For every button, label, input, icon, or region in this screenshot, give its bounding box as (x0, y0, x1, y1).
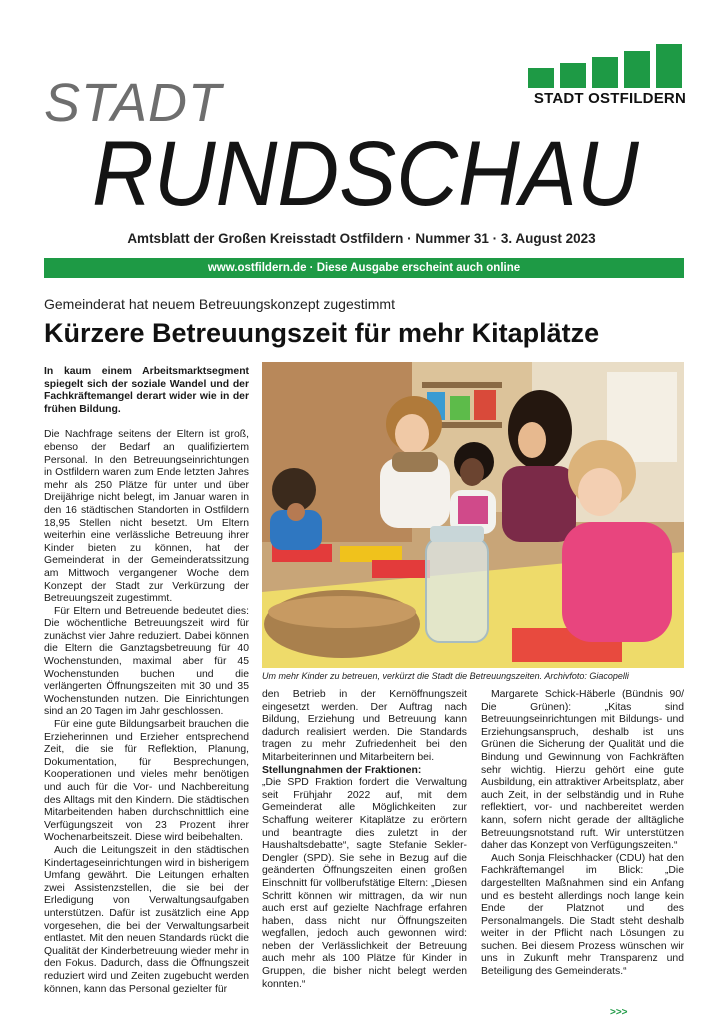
city-logo (528, 40, 684, 88)
paragraph: Für eine gute Bildungsarbeit brauchen die Erzieherinnen und Erzieher entsprechend Zeit, die sie für Reflektion, Planung, Dokumentation, für Besprechungen, Kooperationen und vieles mehr benötigen und auch für die Vor- und Nachbereitung des Alltags mit den Kindern. Die städtischen Mitarbeitenden haben durchschnittlich eine Verfügungszeit von 23 Prozent ihrer Wochenarbeitszeit. Diese wird beibehalten. (44, 719, 249, 844)
paragraph: „Die SPD Fraktion fordert die Verwaltung seit Frühjahr 2022 auf, mit dem Gemeinderat alle Möglichkeiten zur Schaffung weiterer Kitaplätze zu erörtern und beantragte dies zuletzt in der Haushaltsdebatte“, sagte Stefanie Sekler-Dengler (SPD). Sie sehe in Bezug auf die geänderten Öffnungszeiten einen großen Einschnitt für vollberufstätige Eltern: „Diesen Schritt können wir mittragen, da wir nun auch erst auf gezielte Nachfrage erfahren haben, dass nicht nur Öffnungszeiten wegfallen, jedoch auch gewonnen wird: neben der Verlässlichkeit der Betreuung auch mehr als 100 Plätze für Kinder in Gruppen, die bisher nicht belegt werden konnten.“ (262, 777, 467, 990)
column-2 (262, 689, 467, 991)
continue-arrow[interactable]: >>> (610, 1007, 628, 1018)
masthead-subline: Amtsblatt der Großen Kreisstadt Ostfildern · Nummer 31 · 3. August 2023 (127, 231, 596, 246)
article-photo (262, 362, 684, 668)
paragraph: Margarete Schick-Häberle (Bündnis 90/ Die Grünen): „Kitas sind Betreuungseinrichtungen mit Bildungs- und Erziehungsanspruch, deshalb ist uns Grünen die Sicherung der Qualität und die Bindung und Gewinnung von Fachkräften sehr wichtig. Hierzu gehört eine gute Ausbildung, ein attraktiver Arbeitsplatz, aber auch Zeit, in der selbständig und in Ruhe reflektiert, vor- und nachbereitet werden kann, sofern nicht gerade der alltägliche Betreuungsnotstand ruft. Wir unterstützen daher das Konzept von Verfügungszeiten.“ (481, 689, 684, 852)
column-1 (44, 366, 249, 996)
column-3 (481, 689, 684, 979)
masthead-title-main: RUNDSCHAU (92, 123, 639, 225)
website-bar[interactable]: www.ostfildern.de · Diese Ausgabe erscheint auch online (44, 258, 684, 278)
paragraph: Auch die Leitungszeit in den städtischen Kindertageseinrichtungen wird in bisherigem Umfang gewährt. Die Leitungen erhalten zwei Assistenzstellen, die sie bei der Erledigung von Verwaltungsaufgaben unterstützen. Dafür ist zusätzlich eine App vorgesehen, die bei der Verwaltungsarbeit entlastet. Mit den neuen Standards rückt die Qualität der Kinderbetreuung wieder mehr in den Fokus. Dadurch, dass die Öffnungszeit reduziert wird und Zeiten zugebucht werden können, kann das Personal gezielter für (44, 844, 249, 995)
logo-text: STADT OSTFILDERN (533, 90, 686, 107)
paragraph: Die Nachfrage seitens der Eltern ist groß, ebenso der Bedarf an qualifiziertem Personal. In den Betreuungseinrichtungen in Ostfildern waren zum Ende letzten Jahres mehr als 250 Plätze für unter und über Dreijährige nicht belegt, im Januar waren in den 16 städtischen Standorten in Ostfildern 18,95 Stellen nicht besetzt. Um Eltern weiterhin eine verlässliche Betreuung ihrer Kinder bieten zu können, hat der Gemeinderat in der Gemeinderatssitzung am Mittwoch vergangener Woche dem Konzept der Stadt zur Verkürzung der Betreuungszeit zugestimmt. (44, 429, 249, 605)
subheading-factions: Stellungnahmen der Fraktionen: (262, 764, 422, 776)
article-kicker: Gemeinderat hat neuem Betreuungskonzept zugestimmt (44, 296, 395, 312)
paragraph: Auch Sonja Fleischhacker (CDU) hat den Fachkräftemangel im Blick: „Die dargestellten Maßnahmen sind ein Anfang und es besteht allerdings noch lange kein Ende der Platznot und des Personalmangels. Die Stadt steht deshalb weiter in der Pflicht nach Lösungen zu suchen. Bei diesem Prozess wünschen wir uns in Zukunft mehr Transparenz und Beteiligung des Gemeinderats.“ (481, 852, 684, 978)
photo-caption: Um mehr Kinder zu betreuen, verkürzt die Stadt die Betreuungszeiten. Archivfoto: Giacopelli (262, 671, 629, 681)
masthead-title-top: STADT (44, 73, 222, 133)
article-headline: Kürzere Betreuungszeit für mehr Kitaplätze (44, 318, 600, 348)
article-lead: In kaum einem Arbeitsmarktsegment spiegelt sich der soziale Wandel und der Fachkräftemangel derart wider wie in der frühen Bildung. (44, 366, 249, 415)
paragraph: den Betrieb in der Kernöffnungszeit eingesetzt werden. Der Auftrag nach Bildung, Erziehung und Betreuung kann dadurch realisiert werden. Die Standards tragen zu mehr Zufriedenheit bei den Mitarbeiterinnen und Mitarbeitern bei. (262, 689, 467, 763)
paragraph: Für Eltern und Betreuende bedeutet dies: Die wöchentliche Betreuungszeit wird für zunächst vier Jahre reduziert. Dabei können die Eltern die Ganztagsbetreuung für 40 Wochenstunden, maximal aber für 45 Wochenstunden buchen und die verlängerten Öffnungszeiten mit 30 und 35 Wochenstunden nutzen. Die Einrichtungen sind an 20 Tagen im Jahr geschlossen. (44, 605, 249, 718)
